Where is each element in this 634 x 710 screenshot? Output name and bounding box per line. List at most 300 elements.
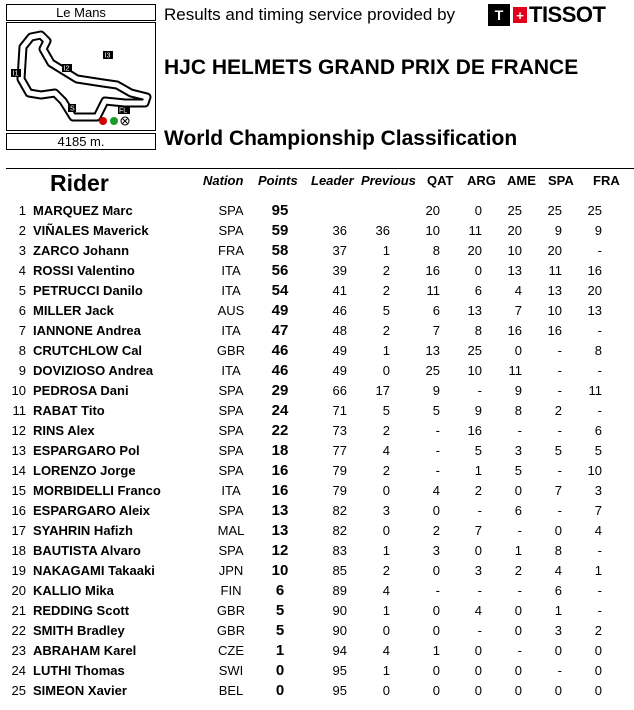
- rider-name-cell: PETRUCCI Danilo: [33, 282, 143, 298]
- previous-gap-cell: 1: [382, 242, 390, 258]
- track-map-icon: [7, 23, 155, 130]
- previous-gap-cell: 1: [382, 662, 390, 678]
- col-header-previous: Previous: [361, 173, 416, 188]
- arg-points-cell: 0: [474, 202, 482, 218]
- position-cell: 20: [11, 582, 26, 598]
- table-row: [6, 420, 602, 440]
- qat-points-cell: 0: [432, 602, 440, 618]
- position-cell: 3: [18, 242, 26, 258]
- qat-points-cell: -: [435, 462, 440, 478]
- position-cell: 14: [11, 462, 26, 478]
- rider-name-cell: CRUTCHLOW Cal: [33, 342, 143, 358]
- arg-points-cell: 5: [474, 442, 482, 458]
- fra-points-cell: 11: [588, 382, 602, 398]
- points-cell: 49: [271, 301, 289, 319]
- ame-points-cell: 8: [514, 402, 522, 418]
- nation-cell: JPN: [218, 562, 244, 578]
- arg-points-cell: 0: [474, 682, 482, 698]
- spa-points-cell: 8: [554, 542, 562, 558]
- previous-gap-cell: 4: [382, 442, 390, 458]
- fra-points-cell: 3: [594, 482, 602, 498]
- arg-points-cell: 3: [474, 562, 482, 578]
- qat-points-cell: 4: [432, 482, 440, 498]
- fra-points-cell: 25: [587, 202, 602, 218]
- points-cell: 0: [275, 681, 285, 699]
- table-row: [6, 620, 602, 640]
- qat-points-cell: 5: [432, 402, 440, 418]
- qat-points-cell: 9: [432, 382, 440, 398]
- rider-name-cell: LORENZO Jorge: [33, 462, 136, 478]
- spa-points-cell: 16: [547, 322, 562, 338]
- ame-points-cell: 6: [514, 502, 522, 518]
- nation-cell: SPA: [218, 382, 244, 398]
- nation-cell: GBR: [216, 622, 246, 638]
- arg-points-cell: 0: [474, 662, 482, 678]
- qat-points-cell: 6: [432, 302, 440, 318]
- points-cell: 18: [271, 441, 289, 459]
- points-cell: 16: [271, 461, 289, 479]
- rider-name-cell: SMITH Bradley: [33, 622, 125, 638]
- position-cell: 25: [11, 682, 26, 698]
- table-row: [6, 660, 602, 680]
- previous-gap-cell: 5: [382, 402, 390, 418]
- qat-points-cell: -: [435, 422, 440, 438]
- fra-points-cell: 0: [594, 682, 602, 698]
- rider-name-cell: IANNONE Andrea: [33, 322, 141, 338]
- points-cell: 12: [271, 541, 289, 559]
- ame-points-cell: -: [517, 422, 522, 438]
- qat-points-cell: 7: [432, 322, 440, 338]
- position-cell: 12: [11, 422, 26, 438]
- ame-points-cell: -: [517, 642, 522, 658]
- leader-gap-cell: 90: [332, 622, 347, 638]
- spa-points-cell: 9: [554, 222, 562, 238]
- leader-gap-cell: [303, 200, 347, 220]
- fra-points-cell: -: [597, 542, 602, 558]
- ame-points-cell: 10: [507, 242, 522, 258]
- nation-cell: SPA: [218, 502, 244, 518]
- arg-points-cell: 2: [474, 482, 482, 498]
- qat-points-cell: 3: [432, 542, 440, 558]
- position-cell: 1: [18, 202, 26, 218]
- position-cell: 22: [11, 622, 26, 638]
- spa-points-cell: -: [557, 462, 562, 478]
- spa-points-cell: 11: [548, 262, 562, 278]
- table-row: [6, 400, 602, 420]
- table-row: [6, 500, 602, 520]
- spa-points-cell: 0: [554, 522, 562, 538]
- swiss-cross-icon: +: [513, 7, 527, 23]
- points-cell: 24: [271, 401, 289, 419]
- rider-name-cell: MARQUEZ Marc: [33, 202, 133, 218]
- event-title: HJC HELMETS GRAND PRIX DE FRANCE: [164, 56, 579, 79]
- spa-points-cell: 1: [554, 602, 562, 618]
- nation-cell: SPA: [218, 462, 244, 478]
- position-cell: 4: [18, 262, 26, 278]
- points-cell: 22: [271, 421, 289, 439]
- qat-points-cell: 1: [432, 642, 440, 658]
- spa-points-cell: 5: [554, 442, 562, 458]
- previous-gap-cell: 1: [382, 342, 390, 358]
- position-cell: 18: [11, 542, 26, 558]
- table-row: [6, 580, 602, 600]
- ame-points-cell: 0: [514, 482, 522, 498]
- position-cell: 10: [11, 382, 26, 398]
- points-cell: 13: [271, 501, 289, 519]
- col-header-spa: SPA: [548, 173, 574, 188]
- nation-cell: SPA: [218, 542, 244, 558]
- fra-points-cell: -: [597, 582, 602, 598]
- rider-name-cell: BAUTISTA Alvaro: [33, 542, 141, 558]
- position-cell: 17: [11, 522, 26, 538]
- nation-cell: ITA: [221, 482, 241, 498]
- leader-gap-cell: 73: [332, 422, 347, 438]
- fra-points-cell: 13: [587, 302, 602, 318]
- nation-cell: SWI: [218, 662, 244, 678]
- green-light-icon: [110, 117, 118, 125]
- red-light-icon: [99, 117, 107, 125]
- table-row: [6, 640, 602, 660]
- qat-points-cell: 0: [432, 562, 440, 578]
- table-row: [6, 460, 602, 480]
- fra-points-cell: -: [597, 242, 602, 258]
- arg-points-cell: 0: [474, 542, 482, 558]
- table-row: [6, 300, 602, 320]
- nation-cell: ITA: [221, 262, 241, 278]
- rider-name-cell: RINS Alex: [33, 422, 95, 438]
- rider-name-cell: DOVIZIOSO Andrea: [33, 362, 154, 378]
- ame-points-cell: 13: [507, 262, 522, 278]
- nation-cell: SPA: [218, 442, 244, 458]
- ame-points-cell: 1: [514, 542, 522, 558]
- nation-cell: CZE: [218, 642, 244, 658]
- previous-gap-cell: 0: [382, 482, 390, 498]
- col-header-points: Points: [258, 173, 298, 188]
- ame-points-cell: -: [517, 522, 522, 538]
- rider-name-cell: ABRAHAM Karel: [33, 642, 137, 658]
- position-cell: 19: [11, 562, 26, 578]
- fra-points-cell: 2: [594, 622, 602, 638]
- points-cell: 16: [271, 481, 289, 499]
- table-row: [6, 600, 602, 620]
- ame-points-cell: 2: [514, 562, 522, 578]
- leader-gap-cell: 79: [332, 482, 347, 498]
- ame-points-cell: 0: [514, 342, 522, 358]
- qat-points-cell: 25: [425, 362, 440, 378]
- points-cell: 95: [271, 201, 289, 219]
- qat-points-cell: 13: [425, 342, 440, 358]
- previous-gap-cell: 2: [382, 322, 390, 338]
- rider-name-cell: LUTHI Thomas: [33, 662, 125, 678]
- qat-points-cell: 0: [432, 682, 440, 698]
- points-cell: 0: [275, 661, 285, 679]
- points-cell: 10: [271, 561, 289, 579]
- points-cell: 6: [275, 581, 285, 599]
- leader-gap-cell: 85: [332, 562, 347, 578]
- spa-points-cell: -: [557, 662, 562, 678]
- qat-points-cell: 0: [432, 622, 440, 638]
- fra-points-cell: 4: [594, 522, 602, 538]
- spa-points-cell: 10: [547, 302, 562, 318]
- previous-gap-cell: 3: [382, 502, 390, 518]
- position-cell: 9: [18, 362, 26, 378]
- qat-points-cell: 0: [432, 662, 440, 678]
- points-cell: 5: [275, 601, 285, 619]
- previous-gap-cell: 5: [382, 302, 390, 318]
- leader-gap-cell: 89: [332, 582, 347, 598]
- leader-gap-cell: 82: [332, 522, 347, 538]
- ame-points-cell: 7: [514, 302, 522, 318]
- fra-points-cell: 1: [594, 562, 602, 578]
- previous-gap-cell: 1: [382, 542, 390, 558]
- ame-points-cell: 3: [514, 442, 522, 458]
- leader-gap-cell: 48: [332, 322, 347, 338]
- position-cell: 23: [11, 642, 26, 658]
- table-row: [6, 540, 602, 560]
- nation-cell: SPA: [218, 402, 244, 418]
- map-label-fl: FL: [119, 107, 128, 115]
- brand-name: TISSOT: [529, 2, 606, 27]
- fra-points-cell: 7: [594, 502, 602, 518]
- previous-gap-cell: 17: [375, 382, 390, 398]
- arg-points-cell: 16: [467, 422, 482, 438]
- col-header-leader: Leader: [311, 173, 354, 188]
- rider-name-cell: RABAT Tito: [33, 402, 105, 418]
- leader-gap-cell: 49: [332, 342, 347, 358]
- timing-service-text: Results and timing service provided by: [164, 5, 456, 24]
- previous-gap-cell: 0: [382, 362, 390, 378]
- leader-gap-cell: 66: [332, 382, 347, 398]
- nation-cell: FIN: [220, 582, 242, 598]
- points-cell: 59: [271, 221, 289, 239]
- rider-name-cell: REDDING Scott: [33, 602, 130, 618]
- points-cell: 47: [271, 321, 289, 339]
- points-cell: 46: [271, 341, 289, 359]
- previous-gap-cell: 36: [375, 222, 390, 238]
- previous-gap-cell: 1: [382, 602, 390, 618]
- qat-points-cell: -: [435, 582, 440, 598]
- nation-cell: AUS: [217, 302, 245, 318]
- rider-name-cell: VIÑALES Maverick: [33, 222, 149, 238]
- nation-cell: GBR: [216, 602, 246, 618]
- spa-points-cell: 25: [547, 202, 562, 218]
- nation-cell: SPA: [218, 222, 244, 238]
- leader-gap-cell: 83: [332, 542, 347, 558]
- col-header-nation: Nation: [203, 173, 244, 188]
- position-cell: 11: [12, 402, 26, 418]
- rider-name-cell: PEDROSA Dani: [33, 382, 129, 398]
- nation-cell: GBR: [216, 342, 246, 358]
- spa-points-cell: 20: [547, 242, 562, 258]
- ame-points-cell: 0: [514, 682, 522, 698]
- points-cell: 56: [271, 261, 289, 279]
- points-cell: 54: [271, 281, 289, 299]
- qat-points-cell: 2: [432, 522, 440, 538]
- nation-cell: SPA: [218, 422, 244, 438]
- leader-gap-cell: 36: [332, 222, 347, 238]
- leader-gap-cell: 37: [332, 242, 347, 258]
- table-row: [6, 220, 602, 240]
- ame-points-cell: 9: [514, 382, 522, 398]
- leader-gap-cell: 41: [332, 282, 347, 298]
- position-cell: 13: [11, 442, 26, 458]
- qat-points-cell: 16: [425, 262, 440, 278]
- table-row: [6, 520, 602, 540]
- col-header-rider: Rider: [50, 170, 109, 196]
- track-length-label: 4185 m.: [6, 133, 156, 150]
- spa-points-cell: 7: [554, 482, 562, 498]
- table-row: [6, 280, 602, 300]
- tissot-logo: [488, 4, 605, 26]
- arg-points-cell: 25: [467, 342, 482, 358]
- fra-points-cell: 0: [594, 662, 602, 678]
- leader-gap-cell: 79: [332, 462, 347, 478]
- arg-points-cell: -: [477, 622, 482, 638]
- nation-cell: ITA: [221, 282, 241, 298]
- qat-points-cell: 10: [425, 222, 440, 238]
- track-name-label: Le Mans: [6, 4, 156, 21]
- fra-points-cell: 8: [594, 342, 602, 358]
- col-header-fra: FRA: [593, 173, 620, 188]
- fra-points-cell: 20: [587, 282, 602, 298]
- previous-gap-cell: 4: [382, 582, 390, 598]
- ame-points-cell: 0: [514, 622, 522, 638]
- fra-points-cell: 0: [594, 642, 602, 658]
- position-cell: 8: [18, 342, 26, 358]
- points-cell: 1: [275, 641, 285, 659]
- position-cell: 6: [18, 302, 26, 318]
- arg-points-cell: 4: [474, 602, 482, 618]
- fra-points-cell: 9: [594, 222, 602, 238]
- previous-gap-cell: 0: [382, 622, 390, 638]
- spa-points-cell: -: [557, 422, 562, 438]
- rider-name-cell: ZARCO Johann: [33, 242, 130, 258]
- fra-points-cell: -: [597, 362, 602, 378]
- map-label-i2: I2: [63, 65, 70, 73]
- position-cell: 2: [18, 222, 26, 238]
- qat-points-cell: -: [435, 442, 440, 458]
- spa-points-cell: 3: [554, 622, 562, 638]
- spa-points-cell: 4: [554, 562, 562, 578]
- ame-points-cell: 20: [507, 222, 522, 238]
- classification-table: [6, 200, 602, 700]
- spa-points-cell: -: [557, 362, 562, 378]
- ame-points-cell: 25: [507, 202, 522, 218]
- qat-points-cell: 8: [432, 242, 440, 258]
- fra-points-cell: -: [597, 322, 602, 338]
- position-cell: 21: [11, 602, 26, 618]
- table-row: [6, 380, 602, 400]
- previous-gap-cell: 0: [382, 682, 390, 698]
- points-cell: 29: [271, 381, 289, 399]
- previous-gap-cell: 2: [382, 422, 390, 438]
- previous-gap-cell: 2: [382, 562, 390, 578]
- rider-name-cell: MORBIDELLI Franco: [33, 482, 161, 498]
- map-label-s: S: [70, 105, 75, 113]
- rider-name-cell: NAKAGAMI Takaaki: [33, 562, 155, 578]
- fra-points-cell: 6: [594, 422, 602, 438]
- table-row: [6, 480, 602, 500]
- previous-gap-cell: 0: [382, 522, 390, 538]
- position-cell: 5: [18, 282, 26, 298]
- arg-points-cell: 20: [467, 242, 482, 258]
- leader-gap-cell: 82: [332, 502, 347, 518]
- ame-points-cell: 4: [514, 282, 522, 298]
- rider-name-cell: ESPARGARO Pol: [33, 442, 140, 458]
- track-map: [6, 22, 156, 131]
- arg-points-cell: 13: [467, 302, 482, 318]
- nation-cell: ITA: [221, 362, 241, 378]
- col-header-ame: AME: [507, 173, 536, 188]
- spa-points-cell: -: [557, 342, 562, 358]
- arg-points-cell: 6: [474, 282, 482, 298]
- spa-points-cell: -: [557, 382, 562, 398]
- arg-points-cell: -: [477, 582, 482, 598]
- ame-points-cell: 0: [514, 602, 522, 618]
- classification-title: World Championship Classification: [164, 127, 518, 150]
- arg-points-cell: 1: [474, 462, 482, 478]
- previous-gap-cell: 2: [382, 262, 390, 278]
- position-cell: 16: [11, 502, 26, 518]
- ame-points-cell: -: [517, 582, 522, 598]
- nation-cell: FRA: [218, 242, 244, 258]
- arg-points-cell: 0: [474, 262, 482, 278]
- rider-name-cell: ESPARGARO Aleix: [33, 502, 151, 518]
- arg-points-cell: 8: [474, 322, 482, 338]
- table-row: [6, 560, 602, 580]
- points-cell: 13: [271, 521, 289, 539]
- leader-gap-cell: 95: [332, 682, 347, 698]
- rider-name-cell: KALLIO Mika: [33, 582, 114, 598]
- nation-cell: BEL: [218, 682, 244, 698]
- col-header-qat: QAT: [427, 173, 454, 188]
- spa-points-cell: 6: [554, 582, 562, 598]
- spa-points-cell: 0: [554, 682, 562, 698]
- rider-name-cell: SIMEON Xavier: [33, 682, 127, 698]
- header-divider: [6, 168, 634, 169]
- table-row: [6, 360, 602, 380]
- arg-points-cell: -: [477, 382, 482, 398]
- arg-points-cell: 0: [474, 642, 482, 658]
- ame-points-cell: 11: [508, 362, 522, 378]
- leader-gap-cell: 49: [332, 362, 347, 378]
- points-cell: 46: [271, 361, 289, 379]
- qat-points-cell: 11: [426, 282, 440, 298]
- spa-points-cell: 0: [554, 642, 562, 658]
- leader-gap-cell: 46: [332, 302, 347, 318]
- fra-points-cell: 16: [587, 262, 602, 278]
- fra-points-cell: 10: [587, 462, 602, 478]
- position-cell: 24: [11, 662, 26, 678]
- previous-gap-cell: 2: [382, 462, 390, 478]
- table-row: [6, 440, 602, 460]
- rider-name-cell: SYAHRIN Hafizh: [33, 522, 133, 538]
- fra-points-cell: 5: [594, 442, 602, 458]
- table-row: [6, 260, 602, 280]
- table-row: [6, 200, 602, 220]
- ame-points-cell: 5: [514, 462, 522, 478]
- map-label-i1: I1: [12, 70, 19, 78]
- rider-name-cell: MILLER Jack: [33, 302, 114, 318]
- position-cell: 15: [11, 482, 26, 498]
- spa-points-cell: 2: [554, 402, 562, 418]
- leader-gap-cell: 95: [332, 662, 347, 678]
- points-cell: 58: [271, 241, 289, 259]
- leader-gap-cell: 90: [332, 602, 347, 618]
- ame-points-cell: 16: [507, 322, 522, 338]
- table-row: [6, 320, 602, 340]
- table-row: [6, 240, 602, 260]
